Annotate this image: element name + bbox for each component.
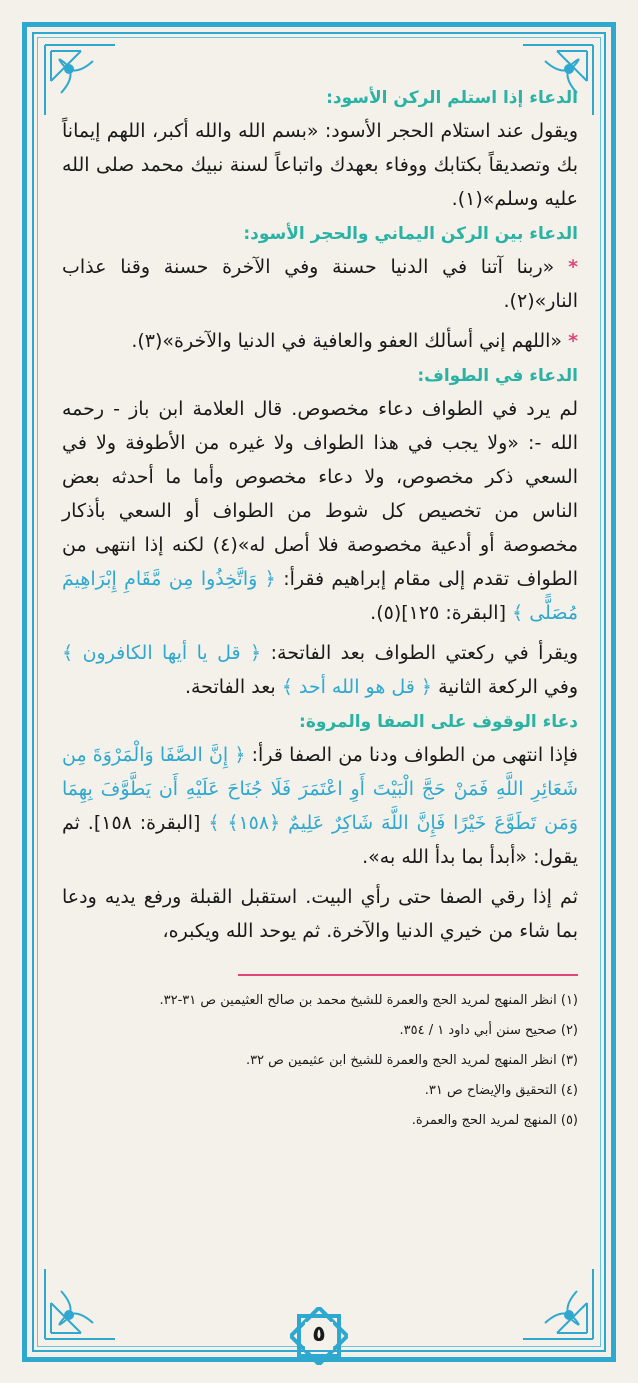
corner-ornament-icon: [41, 1265, 119, 1343]
corner-ornament-icon: [519, 1265, 597, 1343]
section-heading: دعاء الوقوف على الصفا والمروة:: [299, 712, 578, 732]
paragraph: [62, 636, 578, 704]
page-number: ٥: [312, 1322, 326, 1347]
paragraph-text: وفي الركعة الثانية: [438, 676, 578, 698]
bullet-text: «ربنا آتنا في الدنيا حسنة وفي الآخرة حسنة وقنا عذاب النار»(٢).: [62, 256, 578, 312]
bullet-text: «اللهم إني أسألك العفو والعافية في الدنيا والآخرة»(٣).: [131, 330, 563, 352]
star-bullet-icon: *: [568, 330, 578, 352]
bullet-item: [62, 324, 578, 358]
page-content: [62, 80, 578, 1136]
quran-verse: ﴿ وَاتَّخِذُوا مِن مَّقَامِ إِبْرَاهِيمَ مُصَلًّى ﴾: [62, 568, 578, 624]
paragraph-text: [البقرة: ١٥٨]. ثم يقول: «أبدأ بما بدأ الله به».: [62, 812, 578, 868]
bullet-item: [62, 250, 578, 318]
paragraph-text: بعد الفاتحة.: [184, 676, 276, 698]
section-heading: الدعاء بين الركن اليماني والحجر الأسود:: [243, 224, 578, 244]
footnote: (٤) التحقيق والإيضاح ص ٣١.: [424, 1083, 578, 1098]
quran-verse: ﴿ قل يا أيها الكافرون ﴾: [62, 642, 262, 664]
verse-reference: [البقرة: ١٢٥](٥).: [370, 602, 506, 624]
paragraph: [62, 392, 578, 630]
paragraph: ثم إذا رقي الصفا حتى رأي البيت. استقبل القبلة ورفع يديه ودعا بما شاء من خيري الدنيا والآخرة. ثم يوحد الله ويكبره،: [62, 886, 578, 942]
page-number-badge: [290, 1307, 348, 1365]
footnote: (١) انظر المنهج لمريد الحج والعمرة للشيخ محمد بن صالح العثيمين ص ٣١-٣٢.: [159, 993, 578, 1008]
footnote: (٢) صحيح سنن أبي داود ١ / ٣٥٤.: [399, 1023, 578, 1038]
paragraph-text: فإذا انتهى من الطواف ودنا من الصفا قرأ:: [251, 744, 578, 766]
paragraph-text: ويقرأ في ركعتي الطواف بعد الفاتحة:: [270, 642, 579, 664]
footnote: (٣) انظر المنهج لمريد الحج والعمرة للشيخ ابن عثيمين ص ٣٢.: [245, 1053, 578, 1068]
paragraph: ويقول عند استلام الحجر الأسود: «بسم الله والله أكبر، اللهم إيماناً بك وتصديقاً بكتابك ووفاء بعهدك واتباعاً لسنة نبيك محمد صلى الله عليه وسلم»(١).: [62, 120, 578, 210]
paragraph-text: لم يرد في الطواف دعاء مخصوص. قال العلامة ابن باز - رحمه الله -: «ولا يجب في هذا الطواف ولا غيره من الأطوفة ولا في السعي ذكر مخصوص، ولا دعاء مخصوص وأما ما أحدثه بعض الناس من تخصيص كل شوط من الطواف أو السعي بأذكار مخصوصة أو أدعية مخصوصة فلا أصل له»(٤) لكنه إذا انتهى من الطواف تقدم إلى مقام إبراهيم فقرأ:: [62, 398, 579, 590]
footnote-divider: [238, 974, 578, 976]
quran-verse: ﴿ قل هو الله أحد ﴾: [281, 676, 433, 698]
section-heading: الدعاء إذا استلم الركن الأسود:: [326, 88, 578, 108]
quran-verse: ﴿ إِنَّ الصَّفَا وَالْمَرْوَةَ مِن شَعَائِرِ اللَّهِ فَمَنْ حَجَّ الْبَيْتَ أَوِ اعْتَمَرَ فَلَا جُنَاحَ عَلَيْهِ أَن يَطَّوَّفَ بِهِمَا وَمَن تَطَوَّعَ خَيْرًا فَإِنَّ اللَّهَ شَاكِرٌ عَلِيمٌ ﴿١٥٨﴾ ﴾: [62, 744, 578, 834]
star-bullet-icon: *: [568, 256, 578, 278]
footnote: (٥) المنهج لمريد الحج والعمرة.: [411, 1113, 578, 1128]
section-heading: الدعاء في الطواف:: [417, 366, 578, 386]
paragraph: [62, 738, 578, 874]
